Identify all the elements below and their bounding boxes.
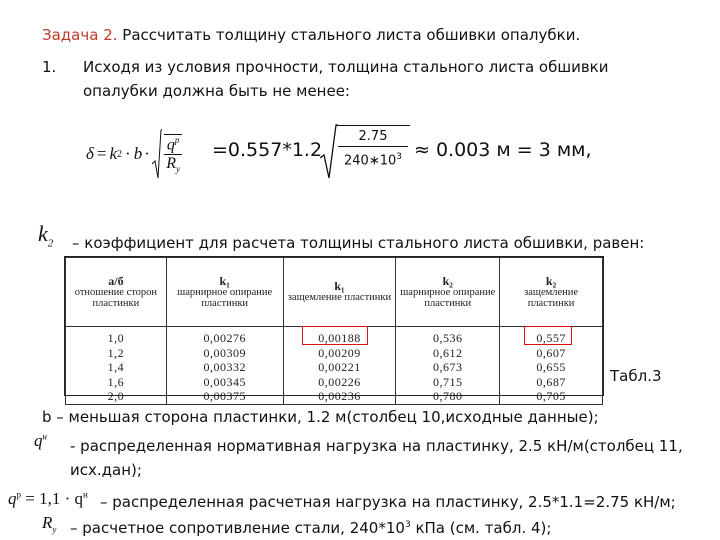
qp-formula: $q^р = 1,1 \cdot q^н$ bbox=[8, 489, 88, 508]
table-header: k₂ защемление пластинки bbox=[500, 258, 603, 327]
qn-symbol: $q^н$ bbox=[34, 431, 47, 450]
task-number: Задача 2. bbox=[42, 26, 118, 44]
sqrt-sign-lhs-icon bbox=[152, 128, 162, 180]
table-header: k₂ шарнирное опирание пластинки bbox=[396, 258, 500, 327]
formula-result: ≈ 0.003 м = 3 мм, bbox=[414, 139, 592, 161]
formula-k: k bbox=[109, 144, 118, 163]
table-header: а/б отношение сторон пластинки bbox=[66, 258, 167, 327]
task-title bbox=[42, 26, 580, 44]
highlight-box-k1 bbox=[302, 326, 368, 345]
table-header: k₁ защемление пластинки bbox=[283, 258, 396, 327]
table-column-k2-hinged: 0,536 0,612 0,673 0,715 0,780 bbox=[396, 327, 500, 405]
k2-symbol: $k_2$ bbox=[38, 221, 54, 250]
k2-description: – коэффициент для расчета толщины стального листа обшивки, равен: bbox=[72, 234, 645, 252]
formula-lhs: δ = k 2 · b · $\frac{q^р}{R_y}$ bbox=[86, 126, 182, 182]
step-line-2: опалубки должна быть не менее: bbox=[83, 82, 350, 100]
formula-equals: = bbox=[96, 144, 107, 163]
definition-qn-line-2: исх.дан); bbox=[70, 461, 142, 479]
formula-q: q bbox=[166, 136, 175, 154]
step-line-1: Исходя из условия прочности, толщина стального листа обшивки bbox=[83, 58, 609, 76]
table-column-k1-fixed: 0,00188 0,00209 0,00221 0,00226 0,00236 bbox=[283, 327, 396, 405]
table-column-ratio: 1,0 1,2 1,4 1,6 2,0 bbox=[66, 327, 167, 405]
sqrt-sign-icon bbox=[320, 124, 338, 180]
sqrt-overline bbox=[336, 125, 410, 126]
step-marker: 1. bbox=[42, 58, 57, 76]
formula-value: =0.557*1.2 bbox=[212, 139, 323, 161]
table-header: k₁ шарнирное опирание пластинки bbox=[166, 258, 283, 327]
formula-denominator: 240∗10 bbox=[344, 153, 397, 169]
table-header-row bbox=[66, 258, 603, 327]
definition-b: b – меньшая сторона пластинки, 1.2 м(столбец 10,исходные данные); bbox=[42, 408, 599, 426]
definition-qp: – распределенная расчетная нагрузка на пластинку, 2.5*1.1=2.75 кН/м; bbox=[100, 493, 676, 511]
table-caption: Табл.3 bbox=[610, 367, 662, 385]
R-symbol: $R_y$ bbox=[42, 513, 57, 535]
highlight-box-k2 bbox=[524, 326, 572, 345]
table-column-k2-fixed: 0,557 0,607 0,655 0,687 0,705 bbox=[500, 327, 603, 405]
table-column-k1-hinged: 0,00276 0,00309 0,00332 0,00345 0,00375 bbox=[166, 327, 283, 405]
formula-q-sup: р bbox=[174, 134, 180, 145]
formula-k-sub: 2 bbox=[117, 148, 123, 160]
definition-qn-line-1: - распределенная нормативная нагрузка на пластинку, 2.5 кН/м(столбец 11, bbox=[70, 437, 683, 455]
task-text: Рассчитать толщину стального листа обшивки опалубки. bbox=[117, 26, 581, 44]
formula-denominator-exp: 3 bbox=[396, 152, 402, 162]
formula-R: R bbox=[166, 155, 177, 173]
formula-R-sub: y bbox=[176, 164, 181, 175]
definition-R: – расчетное сопротивление стали, $240*10^3$ кПа (см. табл. 4); bbox=[70, 519, 552, 537]
formula-numerator: 2.75 bbox=[358, 129, 388, 144]
formula-fraction bbox=[338, 128, 408, 171]
formula-b: b bbox=[133, 144, 143, 163]
formula-delta: δ bbox=[86, 144, 94, 163]
